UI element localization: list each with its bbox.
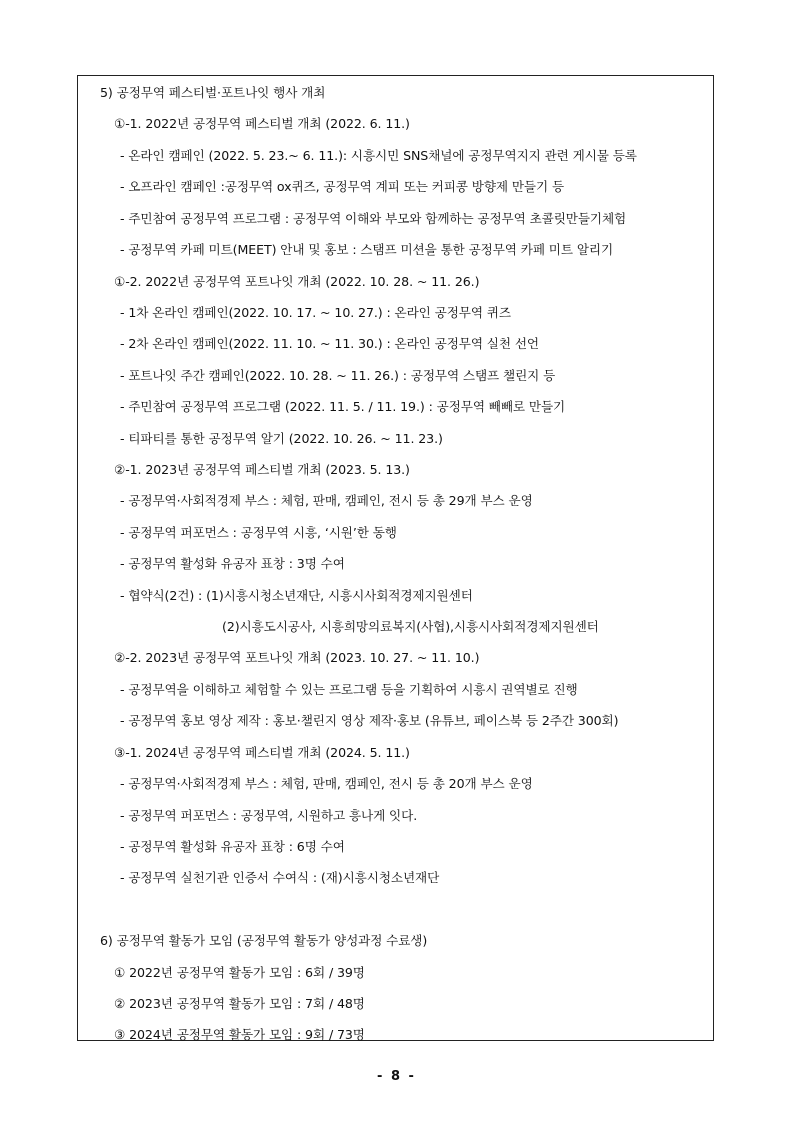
list-item: - 공정무역 실천기관 인증서 수여식 : (재)시흥시청소년재단 <box>120 870 440 885</box>
page-number: - 8 - <box>377 1069 416 1084</box>
subsection-heading: ②-2. 2023년 공정무역 포트나잇 개최 (2023. 10. 27. ~ 11. 10.) <box>114 650 480 665</box>
list-item: - 공정무역 활성화 유공자 표창 : 6명 수여 <box>120 839 345 854</box>
list-item: - 온라인 캠페인 (2022. 5. 23.~ 6. 11.): 시흥시민 SNS채널에 공정무역지지 관련 게시물 등록 <box>120 148 637 163</box>
list-item: ③ 2024년 공정무역 활동가 모임 : 9회 / 73명 <box>114 1027 365 1042</box>
list-item: - 오프라인 캠페인 :공정무역 ox퀴즈, 공정무역 계피 또는 커피콩 방향제 만들기 등 <box>120 179 565 194</box>
section-5-heading: 5) 공정무역 페스티벌·포트나잇 행사 개최 <box>100 85 326 100</box>
list-item: - 공정무역·사회적경제 부스 : 체험, 판매, 캠페인, 전시 등 총 29개 부스 운영 <box>120 493 533 508</box>
list-item: ① 2022년 공정무역 활동가 모임 : 6회 / 39명 <box>114 965 365 980</box>
subsection-heading: ②-1. 2023년 공정무역 페스티벌 개최 (2023. 5. 13.) <box>114 462 410 477</box>
list-item: ② 2023년 공정무역 활동가 모임 : 7회 / 48명 <box>114 996 365 1011</box>
list-item: - 2차 온라인 캠페인(2022. 11. 10. ~ 11. 30.) : 온라인 공정무역 실천 선언 <box>120 336 539 351</box>
list-item: - 공정무역을 이해하고 체험할 수 있는 프로그램 등을 기획하여 시흥시 권역별로 진행 <box>120 682 578 697</box>
list-item: - 주민참여 공정무역 프로그램 (2022. 11. 5. / 11. 19.) : 공정무역 빼빼로 만들기 <box>120 399 566 414</box>
section-6-heading: 6) 공정무역 활동가 모임 (공정무역 활동가 양성과정 수료생) <box>100 933 428 948</box>
list-item-continuation: (2)시흥도시공사, 시흥희망의료복지(사협),시흥시사회적경제지원센터 <box>222 619 599 634</box>
list-item: - 협약식(2건) : (1)시흥시청소년재단, 시흥시사회적경제지원센터 <box>120 588 473 603</box>
subsection-heading: ③-1. 2024년 공정무역 페스티벌 개최 (2024. 5. 11.) <box>114 745 410 760</box>
list-item: - 공정무역 카페 미트(MEET) 안내 및 홍보 : 스탬프 미션을 통한 공정무역 카페 미트 알리기 <box>120 242 614 257</box>
list-item: - 공정무역·사회적경제 부스 : 체험, 판매, 캠페인, 전시 등 총 20개 부스 운영 <box>120 776 533 791</box>
list-item: - 주민참여 공정무역 프로그램 : 공정무역 이해와 부모와 함께하는 공정무역 초콜릿만들기체험 <box>120 211 627 226</box>
list-item: - 공정무역 퍼포먼스 : 공정무역, 시원하고 흥나게 잇다. <box>120 808 418 823</box>
list-item: - 1차 온라인 캠페인(2022. 10. 17. ~ 10. 27.) : 온라인 공정무역 퀴즈 <box>120 305 511 320</box>
list-item: - 티파티를 통한 공정무역 알기 (2022. 10. 26. ~ 11. 23.) <box>120 431 443 446</box>
subsection-heading: ①-1. 2022년 공정무역 페스티벌 개최 (2022. 6. 11.) <box>114 116 410 131</box>
list-item: - 공정무역 홍보 영상 제작 : 홍보·챌린지 영상 제작·홍보 (유튜브, 페이스북 등 2주간 300회) <box>120 713 619 728</box>
list-item: - 공정무역 퍼포먼스 : 공정무역 시흥, ‘시원’한 동행 <box>120 525 397 540</box>
list-item: - 공정무역 활성화 유공자 표창 : 3명 수여 <box>120 556 345 571</box>
subsection-heading: ①-2. 2022년 공정무역 포트나잇 개최 (2022. 10. 28. ~ 11. 26.) <box>114 274 480 289</box>
list-item: - 포트나잇 주간 캠페인(2022. 10. 28. ~ 11. 26.) : 공정무역 스탬프 챌린지 등 <box>120 368 556 383</box>
